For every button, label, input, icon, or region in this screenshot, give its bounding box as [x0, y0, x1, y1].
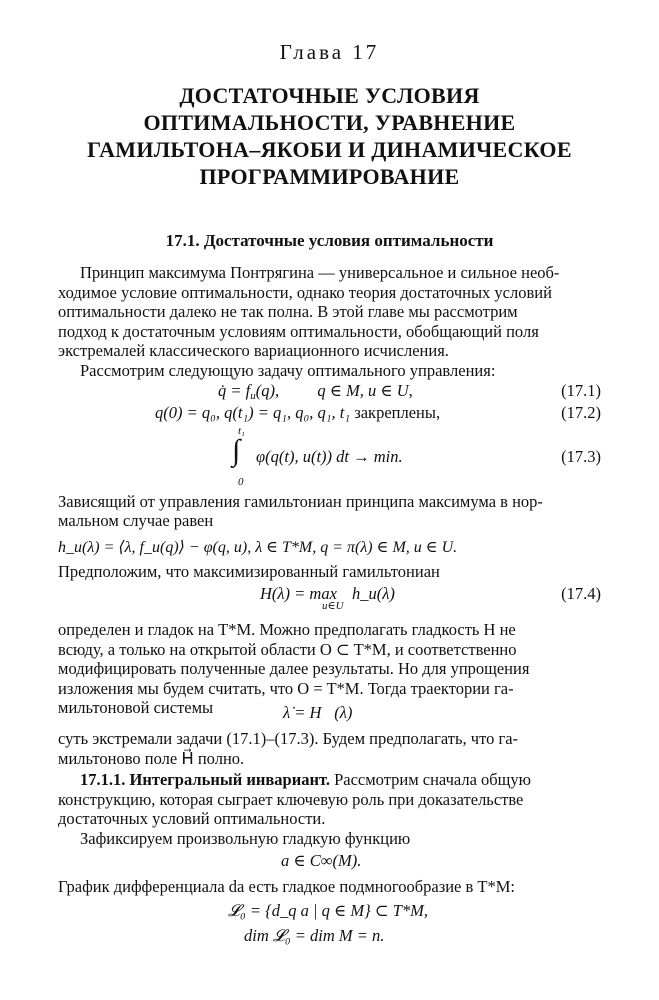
eq-rhs: (q), — [255, 381, 280, 400]
text-line: экстремалей классического вариационного исчисления. — [58, 341, 449, 360]
integrand: φ(q(t), u(t)) dt → min. — [256, 447, 403, 466]
text-line: мильтоново поле H⃗ полно. — [58, 749, 245, 768]
subsection-paragraph — [58, 770, 624, 790]
eq-sub: u — [250, 390, 256, 402]
text-line: определен и гладок на T*M. Можно предполагать гладкость H не — [58, 620, 516, 639]
eq-word: закреплены, — [354, 403, 441, 422]
text-line: подход к достаточным условиям оптимальности, обобщающий поля — [58, 322, 539, 341]
equation-number: (17.1) — [561, 381, 601, 400]
text-line: изложения мы будем считать, что O = T*M. Тогда траектории га- — [58, 679, 514, 698]
chapter-number: Глава 17 — [279, 40, 380, 64]
text-line: суть экстремали задачи (17.1)–(17.3). Будем предполагать, что га- — [58, 729, 519, 748]
text-line: всюду, а только на открытой области O ⊂ T*M, и соответственно — [58, 640, 517, 659]
chapter-title-line: ГАМИЛЬТОНА–ЯКОБИ И ДИНАМИЧЕСКОЕ — [87, 137, 572, 162]
equation-17-2 — [155, 403, 440, 423]
equation-17-1 — [218, 381, 413, 402]
text-line: достаточных условий оптимальности. — [58, 809, 326, 828]
equation-dimension: dim 𝓛₀ = dim M = n. — [244, 926, 385, 945]
text-line: мальном случае равен — [58, 511, 214, 530]
text-line: модифицировать полученные далее результаты. Но для упрощения — [58, 659, 530, 678]
eq-condition: q ∈ M, u ∈ U, — [317, 381, 413, 400]
eq-text: q(0) = q₀, q(t₁) = q₁, q₀, q₁, t₁ — [155, 403, 351, 422]
text-line: ходимое условие оптимальности, однако теория достаточных условий — [58, 283, 552, 302]
text-line: Зафиксируем произвольную гладкую функцию — [80, 829, 411, 848]
integral-lower-limit: 0 — [238, 476, 244, 488]
chapter-title-line: ПРОГРАММИРОВАНИЕ — [199, 164, 460, 189]
equation-hamiltonian-system: λ̇ = H⃗(λ) — [283, 703, 353, 722]
equation-number: (17.4) — [561, 584, 601, 603]
eq-under: u∈U — [322, 600, 344, 612]
integral-upper-limit: t₁ — [238, 425, 245, 437]
text-line: конструкцию, которая сыграет ключевую роль при доказательстве — [58, 790, 524, 809]
integral-sign: ∫ — [232, 434, 241, 467]
text-line: Предположим, что максимизированный гамильтониан — [58, 562, 440, 581]
text-line: мильтоновой системы — [58, 698, 214, 717]
text-line: Принцип максимума Понтрягина — универсальное и сильное необ- — [80, 263, 560, 282]
equation-lagrangian-L0: 𝓛₀ = {d_q a | q ∈ M} ⊂ T*M, — [228, 901, 429, 920]
section-title: 17.1. Достаточные условия оптимальности — [165, 231, 494, 250]
subsection-heading: 17.1.1. Интегральный инвариант. — [80, 770, 330, 789]
chapter-title-line: ОПТИМАЛЬНОСТИ, УРАВНЕНИЕ — [143, 110, 516, 135]
equation-number: (17.2) — [561, 403, 601, 422]
eq-lhs: H(λ) = max — [260, 584, 337, 603]
text-line: оптимальности далеко не так полна. В этой главе мы рассмотрим — [58, 302, 518, 321]
equation-number: (17.3) — [561, 447, 601, 466]
equation-function-a: a ∈ C∞(M). — [281, 851, 362, 870]
text-line: Зависящий от управления гамильтониан принципа максимума в нор- — [58, 492, 543, 511]
subsection-text: Рассмотрим сначала общую — [329, 770, 531, 789]
chapter-title — [40, 82, 619, 190]
equation-hamiltonian-u: h_u(λ) = ⟨λ, f_u(q)⟩ − φ(q, u), λ ∈ T*M, q = π(λ) ∈ M, u ∈ U. — [58, 539, 458, 556]
text-line: График дифференциала da есть гладкое подмногообразие в T*M: — [58, 877, 516, 896]
eq-lhs: q̇ = f — [218, 381, 251, 400]
paragraph-problem: Рассмотрим следующую задачу оптимального управления: — [80, 361, 496, 380]
chapter-title-line: ДОСТАТОЧНЫЕ УСЛОВИЯ — [179, 83, 480, 108]
eq-rhs: h_u(λ) — [352, 584, 395, 603]
